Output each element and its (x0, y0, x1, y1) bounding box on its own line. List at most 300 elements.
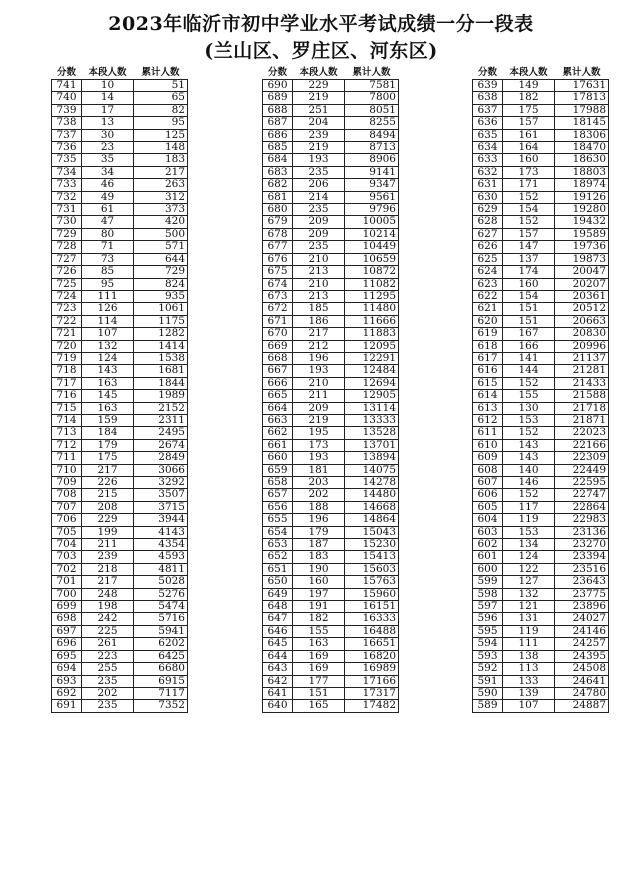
score-cell: 647 (263, 613, 293, 625)
score-cell: 665 (263, 390, 293, 402)
score-table-1 (51, 67, 188, 713)
segment-count-cell: 157 (503, 117, 555, 129)
score-cell: 715 (52, 402, 82, 414)
score-cell: 728 (52, 241, 82, 253)
table-row (52, 563, 188, 575)
score-table-2 (262, 67, 399, 713)
table-row (263, 104, 399, 116)
segment-count-cell: 164 (503, 142, 555, 154)
table-row (52, 228, 188, 240)
table-row (52, 613, 188, 625)
cumulative-count-cell: 15763 (345, 576, 399, 588)
segment-count-cell: 153 (503, 414, 555, 426)
table-row (263, 563, 399, 575)
score-cell: 655 (263, 514, 293, 526)
segment-count-cell: 235 (293, 241, 345, 253)
cumulative-count-cell: 12095 (345, 340, 399, 352)
score-cell: 606 (473, 489, 503, 501)
cumulative-count-cell: 5276 (134, 588, 188, 600)
score-cell: 675 (263, 266, 293, 278)
cumulative-count-cell: 935 (134, 290, 188, 302)
table-row (263, 80, 399, 92)
table-row (52, 191, 188, 203)
table-row (263, 303, 399, 315)
segment-count-cell: 184 (82, 427, 134, 439)
table-row (473, 253, 609, 265)
cumulative-count-cell: 3507 (134, 489, 188, 501)
table-row (473, 129, 609, 141)
segment-count-cell: 160 (503, 154, 555, 166)
cumulative-count-cell: 5941 (134, 625, 188, 637)
segment-count-cell: 210 (293, 253, 345, 265)
cumulative-count-cell: 10449 (345, 241, 399, 253)
score-cell: 698 (52, 613, 82, 625)
header-score: 分数 (477, 67, 497, 79)
table-row (473, 166, 609, 178)
table-row (52, 303, 188, 315)
cumulative-count-cell: 22595 (555, 477, 609, 489)
score-cell: 643 (263, 663, 293, 675)
segment-count-cell: 239 (82, 551, 134, 563)
score-cell: 602 (473, 539, 503, 551)
cumulative-count-cell: 5028 (134, 576, 188, 588)
table-row (263, 700, 399, 712)
table-row (473, 700, 609, 712)
segment-count-cell: 173 (503, 166, 555, 178)
table-row (52, 663, 188, 675)
table-row (263, 191, 399, 203)
table-row (263, 439, 399, 451)
cumulative-count-cell: 19126 (555, 191, 609, 203)
score-cell: 603 (473, 526, 503, 538)
table-row (52, 414, 188, 426)
segment-count-cell: 73 (82, 253, 134, 265)
score-cell: 716 (52, 390, 82, 402)
table-row (263, 613, 399, 625)
table-row (473, 390, 609, 402)
cumulative-count-cell: 20663 (555, 315, 609, 327)
segment-count-cell: 127 (503, 576, 555, 588)
cumulative-count-cell: 18470 (555, 142, 609, 154)
score-cell: 680 (263, 204, 293, 216)
cumulative-count-cell: 1538 (134, 352, 188, 364)
table-row (52, 452, 188, 464)
segment-count-cell: 152 (503, 216, 555, 228)
table-row (473, 613, 609, 625)
table-row (52, 290, 188, 302)
segment-count-cell: 141 (503, 352, 555, 364)
score-cell: 683 (263, 166, 293, 178)
cumulative-count-cell: 24508 (555, 663, 609, 675)
table-row (263, 241, 399, 253)
table-row (473, 191, 609, 203)
segment-count-cell: 151 (293, 687, 345, 699)
segment-count-cell: 169 (293, 650, 345, 662)
cumulative-count-cell: 312 (134, 191, 188, 203)
table-row (52, 377, 188, 389)
cumulative-count-cell: 51 (134, 80, 188, 92)
cumulative-count-cell: 2674 (134, 439, 188, 451)
score-cell: 722 (52, 315, 82, 327)
table-row (263, 154, 399, 166)
score-cell: 632 (473, 166, 503, 178)
table-row (473, 241, 609, 253)
header-cumulative-count: 累计人数 (141, 67, 180, 79)
segment-count-cell: 193 (293, 154, 345, 166)
table-row (52, 539, 188, 551)
table-row (473, 216, 609, 228)
segment-count-cell: 49 (82, 191, 134, 203)
score-cell: 590 (473, 687, 503, 699)
score-cell: 593 (473, 650, 503, 662)
segment-count-cell: 209 (293, 228, 345, 240)
table-row (473, 204, 609, 216)
segment-count-cell: 119 (503, 625, 555, 637)
table-row (263, 142, 399, 154)
score-cell: 727 (52, 253, 82, 265)
segment-count-cell: 206 (293, 179, 345, 191)
cumulative-count-cell: 20207 (555, 278, 609, 290)
table-row (263, 452, 399, 464)
segment-count-cell: 13 (82, 117, 134, 129)
segment-count-cell: 160 (293, 576, 345, 588)
score-cell: 740 (52, 92, 82, 104)
segment-count-cell: 255 (82, 663, 134, 675)
table-row (263, 129, 399, 141)
cumulative-count-cell: 23270 (555, 539, 609, 551)
cumulative-count-cell: 2849 (134, 452, 188, 464)
segment-count-cell: 14 (82, 92, 134, 104)
cumulative-count-cell: 17813 (555, 92, 609, 104)
segment-count-cell: 193 (293, 452, 345, 464)
score-cell: 619 (473, 328, 503, 340)
cumulative-count-cell: 16820 (345, 650, 399, 662)
segment-count-cell: 149 (503, 80, 555, 92)
cumulative-count-cell: 14480 (345, 489, 399, 501)
table-row (473, 154, 609, 166)
score-cell: 671 (263, 315, 293, 327)
segment-count-cell: 107 (503, 700, 555, 712)
table-row (52, 638, 188, 650)
table-row (52, 204, 188, 216)
table-row (473, 439, 609, 451)
score-cell: 688 (263, 104, 293, 116)
cumulative-count-cell: 17166 (345, 675, 399, 687)
score-cell: 669 (263, 340, 293, 352)
score-cell: 706 (52, 514, 82, 526)
cumulative-count-cell: 8713 (345, 142, 399, 154)
table-row (473, 80, 609, 92)
cumulative-count-cell: 5474 (134, 601, 188, 613)
segment-count-cell: 171 (503, 179, 555, 191)
segment-count-cell: 152 (503, 489, 555, 501)
score-cell: 699 (52, 601, 82, 613)
table-row (52, 464, 188, 476)
segment-count-cell: 154 (503, 204, 555, 216)
segment-count-cell: 209 (293, 402, 345, 414)
cumulative-count-cell: 6425 (134, 650, 188, 662)
cumulative-count-cell: 23775 (555, 588, 609, 600)
score-cell: 596 (473, 613, 503, 625)
score-cell: 641 (263, 687, 293, 699)
cumulative-count-cell: 3944 (134, 514, 188, 526)
cumulative-count-cell: 16651 (345, 638, 399, 650)
cumulative-count-cell: 148 (134, 142, 188, 154)
score-cell: 628 (473, 216, 503, 228)
score-cell: 657 (263, 489, 293, 501)
score-cell: 601 (473, 551, 503, 563)
segment-count-cell: 46 (82, 179, 134, 191)
table-row (52, 80, 188, 92)
table-row (52, 278, 188, 290)
cumulative-count-cell: 17988 (555, 104, 609, 116)
segment-count-cell: 30 (82, 129, 134, 141)
score-cell: 681 (263, 191, 293, 203)
header-score: 分数 (267, 67, 287, 79)
table-row (473, 675, 609, 687)
cumulative-count-cell: 5716 (134, 613, 188, 625)
score-cell: 679 (263, 216, 293, 228)
table-row (263, 365, 399, 377)
segment-count-cell: 161 (503, 129, 555, 141)
segment-count-cell: 138 (503, 650, 555, 662)
table-row (263, 352, 399, 364)
score-cell: 687 (263, 117, 293, 129)
table-row (263, 576, 399, 588)
score-cell: 654 (263, 526, 293, 538)
cumulative-count-cell: 11295 (345, 290, 399, 302)
table-row (52, 501, 188, 513)
cumulative-count-cell: 17317 (345, 687, 399, 699)
table-row (473, 228, 609, 240)
segment-count-cell: 61 (82, 204, 134, 216)
table-row (263, 625, 399, 637)
segment-count-cell: 183 (293, 551, 345, 563)
cumulative-count-cell: 19873 (555, 253, 609, 265)
cumulative-count-cell: 10005 (345, 216, 399, 228)
score-cell: 610 (473, 439, 503, 451)
cumulative-count-cell: 15603 (345, 563, 399, 575)
segment-count-cell: 147 (503, 241, 555, 253)
table-row (52, 315, 188, 327)
segment-count-cell: 71 (82, 241, 134, 253)
cumulative-count-cell: 13894 (345, 452, 399, 464)
segment-count-cell: 251 (293, 104, 345, 116)
score-cell: 713 (52, 427, 82, 439)
score-cell: 594 (473, 638, 503, 650)
segment-count-cell: 218 (82, 563, 134, 575)
score-cell: 705 (52, 526, 82, 538)
segment-count-cell: 190 (293, 563, 345, 575)
score-cell: 712 (52, 439, 82, 451)
score-cell: 739 (52, 104, 82, 116)
table-row (473, 539, 609, 551)
cumulative-count-cell: 23136 (555, 526, 609, 538)
cumulative-count-cell: 24780 (555, 687, 609, 699)
score-cell: 670 (263, 328, 293, 340)
cumulative-count-cell: 373 (134, 204, 188, 216)
score-cell: 609 (473, 452, 503, 464)
score-cell: 735 (52, 154, 82, 166)
header-segment-count: 本段人数 (509, 67, 548, 79)
score-cell: 648 (263, 601, 293, 613)
table-row (52, 489, 188, 501)
segment-count-cell: 160 (503, 278, 555, 290)
score-cell: 627 (473, 228, 503, 240)
score-cell: 636 (473, 117, 503, 129)
score-cell: 624 (473, 266, 503, 278)
table-row (263, 117, 399, 129)
score-cell: 731 (52, 204, 82, 216)
score-cell: 633 (473, 154, 503, 166)
cumulative-count-cell: 21718 (555, 402, 609, 414)
cumulative-count-cell: 21588 (555, 390, 609, 402)
cumulative-count-cell: 11082 (345, 278, 399, 290)
segment-count-cell: 212 (293, 340, 345, 352)
segment-count-cell: 186 (293, 315, 345, 327)
score-cell: 640 (263, 700, 293, 712)
cumulative-count-cell: 24257 (555, 638, 609, 650)
cumulative-count-cell: 13701 (345, 439, 399, 451)
table-row (473, 278, 609, 290)
cumulative-count-cell: 125 (134, 129, 188, 141)
segment-count-cell: 193 (293, 365, 345, 377)
cumulative-count-cell: 1414 (134, 340, 188, 352)
table-row (263, 253, 399, 265)
segment-count-cell: 175 (82, 452, 134, 464)
score-cell: 621 (473, 303, 503, 315)
score-cell: 616 (473, 365, 503, 377)
table-row (52, 340, 188, 352)
score-cell: 650 (263, 576, 293, 588)
table-row (52, 129, 188, 141)
table-row (52, 390, 188, 402)
segment-count-cell: 173 (293, 439, 345, 451)
score-cell: 620 (473, 315, 503, 327)
segment-count-cell: 139 (503, 687, 555, 699)
table-row (473, 414, 609, 426)
segment-count-cell: 235 (82, 700, 134, 712)
cumulative-count-cell: 6915 (134, 675, 188, 687)
table-row (52, 365, 188, 377)
segment-count-cell: 165 (293, 700, 345, 712)
score-cell: 607 (473, 477, 503, 489)
segment-count-cell: 235 (293, 204, 345, 216)
table-row (473, 477, 609, 489)
score-cell: 608 (473, 464, 503, 476)
score-cell: 719 (52, 352, 82, 364)
table-row (52, 427, 188, 439)
table-row (263, 340, 399, 352)
cumulative-count-cell: 4354 (134, 539, 188, 551)
table-row (473, 501, 609, 513)
cumulative-count-cell: 8255 (345, 117, 399, 129)
score-cell: 696 (52, 638, 82, 650)
table-row (52, 625, 188, 637)
table-row (473, 514, 609, 526)
score-cell: 635 (473, 129, 503, 141)
table-row (473, 303, 609, 315)
cumulative-count-cell: 18630 (555, 154, 609, 166)
table-row (52, 576, 188, 588)
header-segment-count: 本段人数 (299, 67, 338, 79)
table-row (52, 588, 188, 600)
table-row (263, 166, 399, 178)
segment-count-cell: 119 (503, 514, 555, 526)
header-cumulative-count: 累计人数 (352, 67, 391, 79)
segment-count-cell: 107 (82, 328, 134, 340)
segment-count-cell: 111 (82, 290, 134, 302)
table-row (52, 154, 188, 166)
score-cell: 714 (52, 414, 82, 426)
segment-count-cell: 157 (503, 228, 555, 240)
table-row (52, 241, 188, 253)
segment-count-cell: 133 (503, 675, 555, 687)
table-row (473, 365, 609, 377)
table-row (263, 514, 399, 526)
segment-count-cell: 202 (82, 687, 134, 699)
table-row (473, 92, 609, 104)
table-row (52, 352, 188, 364)
score-cell: 726 (52, 266, 82, 278)
score-cell: 703 (52, 551, 82, 563)
table-row (263, 539, 399, 551)
segment-count-cell: 159 (82, 414, 134, 426)
table-row (473, 687, 609, 699)
table-row (473, 427, 609, 439)
header-score: 分数 (56, 67, 76, 79)
cumulative-count-cell: 9796 (345, 204, 399, 216)
segment-count-cell: 179 (82, 439, 134, 451)
score-cell: 666 (263, 377, 293, 389)
cumulative-count-cell: 4593 (134, 551, 188, 563)
cumulative-count-cell: 1681 (134, 365, 188, 377)
cumulative-count-cell: 217 (134, 166, 188, 178)
table-row (473, 352, 609, 364)
segment-count-cell: 121 (503, 601, 555, 613)
table-row (473, 142, 609, 154)
cumulative-count-cell: 10872 (345, 266, 399, 278)
segment-count-cell: 202 (293, 489, 345, 501)
segment-count-cell: 219 (293, 142, 345, 154)
table-row (263, 414, 399, 426)
cumulative-count-cell: 1844 (134, 377, 188, 389)
segment-count-cell: 166 (503, 340, 555, 352)
score-cell: 631 (473, 179, 503, 191)
score-cell: 689 (263, 92, 293, 104)
score-cell: 591 (473, 675, 503, 687)
table-row (263, 638, 399, 650)
segment-count-cell: 223 (82, 650, 134, 662)
score-cell: 717 (52, 377, 82, 389)
score-cell: 626 (473, 241, 503, 253)
segment-count-cell: 198 (82, 601, 134, 613)
segment-count-cell: 217 (82, 464, 134, 476)
score-cell: 625 (473, 253, 503, 265)
cumulative-count-cell: 12484 (345, 365, 399, 377)
cumulative-count-cell: 17631 (555, 80, 609, 92)
table-row (473, 551, 609, 563)
cumulative-count-cell: 1061 (134, 303, 188, 315)
score-cell: 599 (473, 576, 503, 588)
segment-count-cell: 144 (503, 365, 555, 377)
table-row (263, 266, 399, 278)
segment-count-cell: 203 (293, 477, 345, 489)
cumulative-count-cell: 7352 (134, 700, 188, 712)
cumulative-count-cell: 4143 (134, 526, 188, 538)
cumulative-count-cell: 9561 (345, 191, 399, 203)
segment-count-cell: 187 (293, 539, 345, 551)
